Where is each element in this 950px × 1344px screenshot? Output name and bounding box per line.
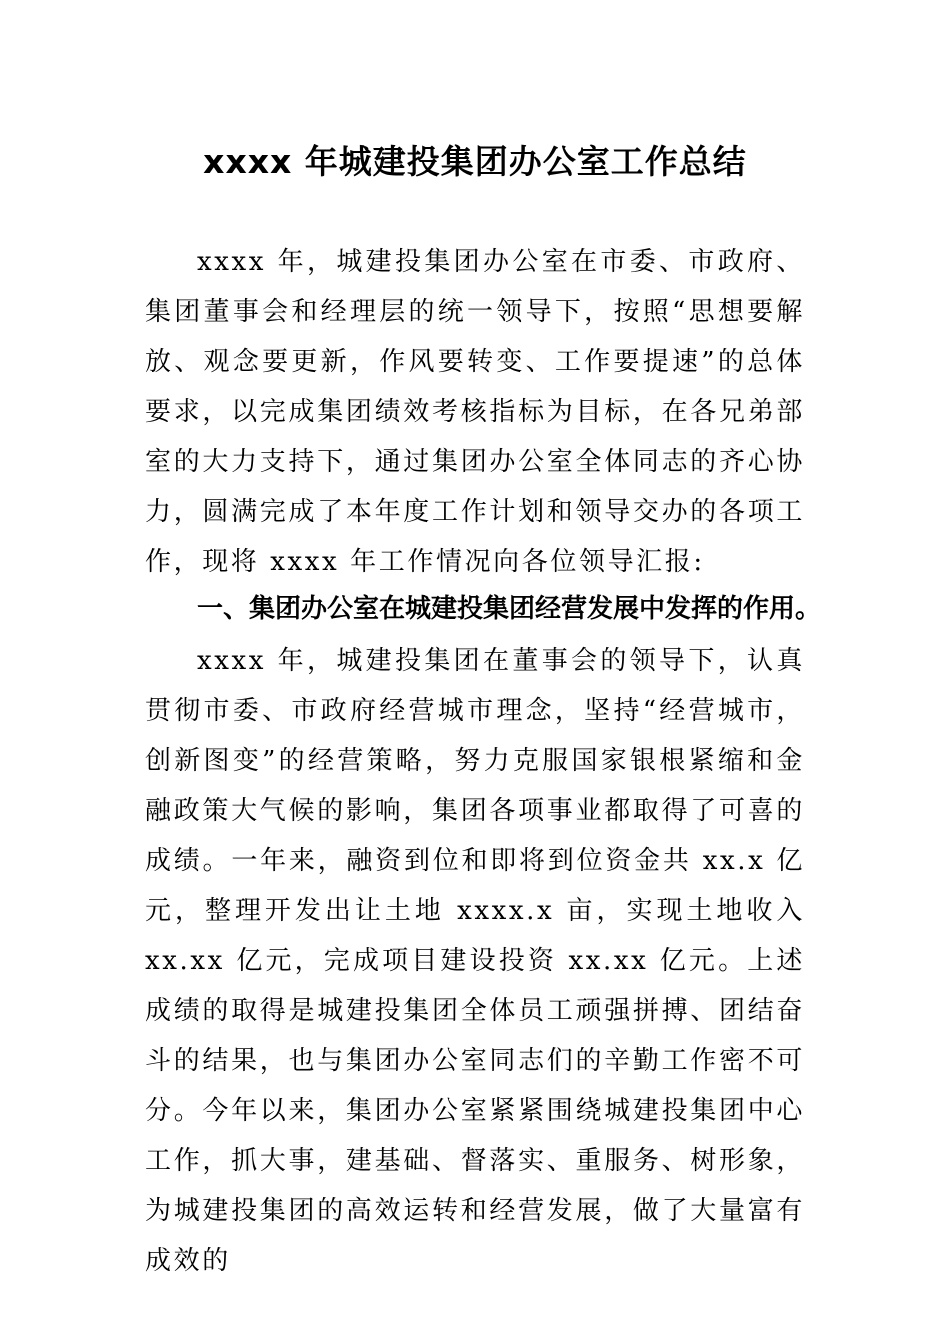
section-1-paragraph: xxxx 年，城建投集团在董事会的领导下，认真贯彻市委、市政府经营城市理念，坚持“经营城市，创新图变”的经营策略，努力克服国家银根紧缩和金融政策大气候的影响，集团各项事业都取得了可喜的成绩。一年来，融资到位和即将到位资金共 xx.x 亿元，整理开发出让土地 xxxx.x 亩，实现土地收入 xx.xx 亿元，完成项目建设投资 xx.xx 亿元。上述成绩的取得是城建投集团全体员工顽强拼搏、团结奋斗的结果，也与集团办公室同志们的辛勤工作密不可分。今年以来，集团办公室紧紧围绕城建投集团中心工作，抓大事，建基础、督落实、重服务、树形象，为城建投集团的高效运转和经营发展，做了大量富有成效的 <box>145 646 805 1276</box>
document-title: xxxx 年城建投集团办公室工作总结 <box>203 142 747 181</box>
section-1-heading: 一、集团办公室在城建投集团经营发展中发挥的作用。 <box>197 594 822 624</box>
intro-paragraph: xxxx 年，城建投集团办公室在市委、市政府、集团董事会和经理层的统一领导下，按照“思想要解放、观念要更新，作风要转变、工作要提速”的总体要求，以完成集团绩效考核指标为目标，在各兄弟部室的大力支持下，通过集团办公室全体同志的齐心协力，圆满完成了本年度工作计划和领导交办的各项工作，现将 xxxx 年工作情况向各位领导汇报: <box>145 247 805 577</box>
